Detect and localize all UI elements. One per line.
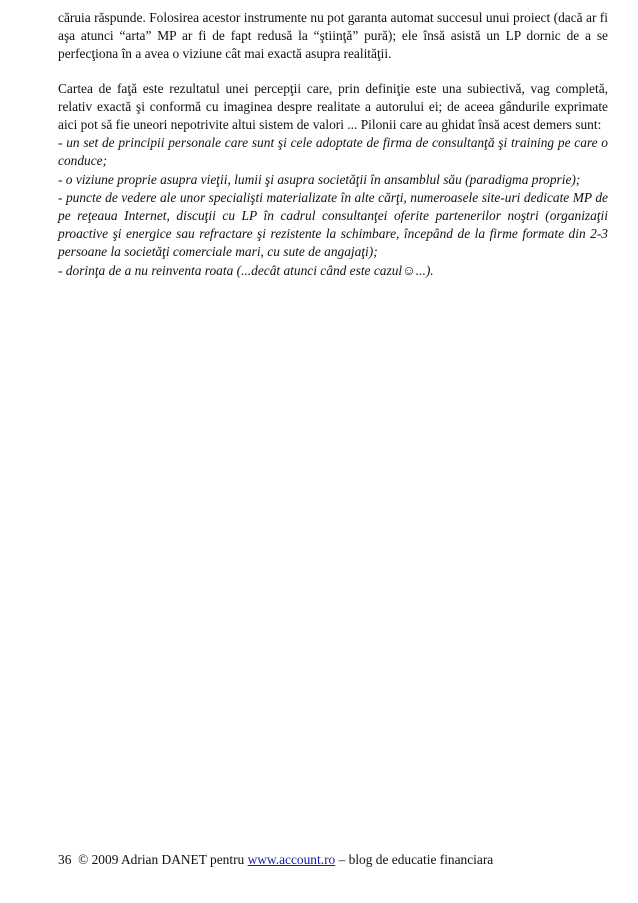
- list-item: - dorinţa de a nu reinventa roata (...decât atunci când este cazul☺...).: [58, 262, 434, 278]
- footer-copyright: © 2009 Adrian DANET pentru: [78, 852, 245, 867]
- footer-suffix: – blog de educatie financiara: [338, 852, 494, 867]
- document-body: [58, 9, 608, 280]
- list-item: - un set de principii personale care sunt şi cele adoptate de firma de consultanţă şi training pe care o conduce;: [58, 135, 608, 169]
- list-item: - puncte de vedere ale unor specialişti materializate în alte cărţi, numeroasele site-uri dedicate MP de pe reţeaua Internet, discuţii cu LP în cadrul consultanţei oferite partenerilor noştri (organizaţii proactive şi energice sau refractare şi rezistente la schimbare, începând de la firme formate din 2-3 persoane la societăţi comerciale mari, cu sute de angajaţi);: [58, 189, 608, 260]
- list-item: - o viziune proprie asupra vieţii, lumii şi asupra societăţii în ansamblul său (paradigma proprie);: [58, 171, 581, 187]
- paragraph-intro: Cartea de faţă este rezultatul unei percepţii care, prin definiţie este una subiectivă, vag completă, relativ exactă şi conformă cu imaginea despre realitate a autorului ei; de aceea gândurile exprimate aici pot să fie uneori nepotrivite altui sistem de valori ... Pilonii care au ghidat însă acest demers sunt:: [58, 80, 608, 133]
- paragraph-continued: căruia răspunde. Folosirea acestor instrumente nu pot garanta automat succesul unui proiect (dacă ar fi aşa atunci “arta” MP ar fi de fapt redusă la “ştiinţă” pură); ele însă asistă un LP dornic de a se perfecţiona în a avea o viziune cât mai exactă asupra realităţii.: [58, 10, 608, 62]
- page-number: 36: [58, 852, 72, 867]
- pillars-list: [58, 134, 608, 280]
- page-footer: [58, 851, 493, 869]
- footer-link[interactable]: www.account.ro: [247, 852, 336, 867]
